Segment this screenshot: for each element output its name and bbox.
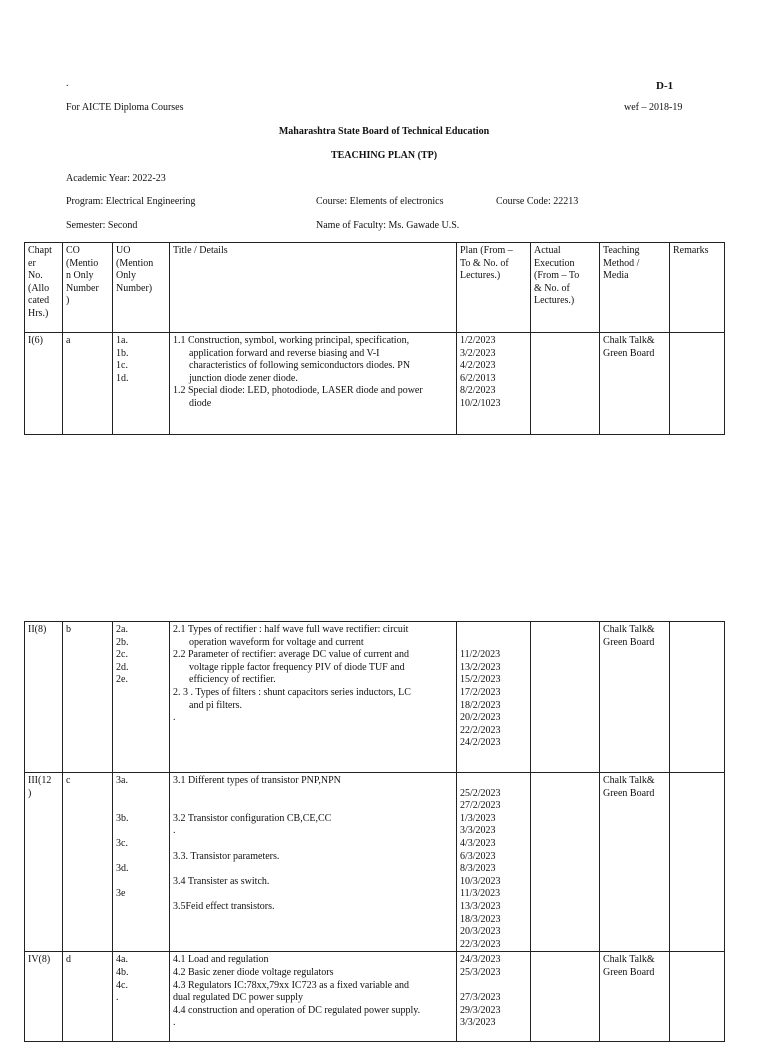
- co-cell: c: [63, 773, 113, 952]
- actual-cell: [531, 333, 600, 435]
- chapter-cell: IV(8): [25, 952, 63, 1042]
- program: Program: Electrical Engineering: [66, 196, 196, 207]
- details-cell: 3.1 Different types of transistor PNP,NPN 3.2 Transistor configuration CB,CE,CC . 3.3. Transistor parameters. 3.4 Transister as switch. 3.5Feid effect transistors.: [170, 773, 457, 952]
- remarks-cell: [670, 333, 725, 435]
- plan-cell: 25/2/2023 27/2/2023 1/3/2023 3/3/2023 4/3/2023 6/3/2023 8/3/2023 10/3/2023 11/3/2023 13/3/2023 18/3/2023 20/3/2023 22/3/2023: [457, 773, 531, 952]
- actual-cell: [531, 622, 600, 773]
- col-uo: UO (Mention Only Number): [113, 243, 170, 333]
- aicte-note: For AICTE Diploma Courses: [66, 102, 184, 113]
- col-co: CO (Mentio n Only Number ): [63, 243, 113, 333]
- chapter-cell: III(12 ): [25, 773, 63, 952]
- details-cell: 2.1 Types of rectifier : half wave full wave rectifier: circuit operation waveform for voltage and current 2.2 Parameter of rectifier: average DC value of current and voltage ripple factor frequency PIV of diode TUF and efficiency of rectifier. 2. 3 . Types of filters : shunt capacitors series inductors, LC and pi filters. .: [170, 622, 457, 773]
- teaching-plan-table-1: [24, 242, 725, 435]
- teaching-plan-table-2: [24, 621, 725, 1042]
- plan-cell: 1/2/2023 3/2/2023 4/2/2023 6/2/2013 8/2/2023 10/2/1023: [457, 333, 531, 435]
- co-cell: a: [63, 333, 113, 435]
- board-name: Maharashtra State Board of Technical Education: [278, 126, 490, 137]
- plan-cell: 24/3/2023 25/3/2023 27/3/2023 29/3/2023 3/3/2023: [457, 952, 531, 1042]
- uo-cell: 3a. 3b. 3c. 3d. 3e: [113, 773, 170, 952]
- col-method: Teaching Method / Media: [600, 243, 670, 333]
- course-code: Course Code: 22213: [496, 196, 579, 207]
- actual-cell: [531, 952, 600, 1042]
- method-cell: Chalk Talk& Green Board: [600, 622, 670, 773]
- method-cell: Chalk Talk& Green Board: [600, 773, 670, 952]
- details-cell: 1.1 Construction, symbol, working principal, specification, application forward and reverse biasing and V-I characteristics of following semiconductors diodes. PN junction diode zener diode. 1.2 Special diode: LED, photodiode, LASER diode and power diode: [170, 333, 457, 435]
- document-id: D-1: [656, 80, 674, 92]
- remarks-cell: [670, 952, 725, 1042]
- wef-note: wef – 2018-19: [624, 102, 683, 113]
- course-name: Course: Elements of electronics: [316, 196, 444, 207]
- semester: Semester: Second: [66, 220, 138, 231]
- remarks-cell: [670, 773, 725, 952]
- table-row: [25, 952, 725, 1042]
- faculty-name: Name of Faculty: Ms. Gawade U.S.: [316, 220, 460, 231]
- method-cell: Chalk Talk& Green Board: [600, 333, 670, 435]
- uo-cell: 2a. 2b. 2c. 2d. 2e.: [113, 622, 170, 773]
- chapter-cell: I(6): [25, 333, 63, 435]
- method-cell: Chalk Talk& Green Board: [600, 952, 670, 1042]
- col-remarks: Remarks: [670, 243, 725, 333]
- academic-year: Academic Year: 2022-23: [66, 173, 166, 184]
- table-row: [25, 622, 725, 773]
- actual-cell: [531, 773, 600, 952]
- table-row: [25, 773, 725, 952]
- plan-cell: 11/2/2023 13/2/2023 15/2/2023 17/2/2023 18/2/2023 20/2/2023 22/2/2023 24/2/2023: [457, 622, 531, 773]
- page-title: TEACHING PLAN (TP): [330, 150, 438, 161]
- chapter-cell: II(8): [25, 622, 63, 773]
- header-dot: .: [66, 78, 69, 89]
- header-row: [25, 243, 725, 333]
- col-chapter: Chapt er No. (Allo cated Hrs.): [25, 243, 63, 333]
- uo-cell: 4a. 4b. 4c. .: [113, 952, 170, 1042]
- table-row: [25, 333, 725, 435]
- remarks-cell: [670, 622, 725, 773]
- co-cell: d: [63, 952, 113, 1042]
- details-cell: 4.1 Load and regulation 4.2 Basic zener diode voltage regulators 4.3 Regulators IC:78xx,79xx IC723 as a fixed variable and dual regulated DC power supply 4.4 construction and operation of DC regulated power supply. .: [170, 952, 457, 1042]
- co-cell: b: [63, 622, 113, 773]
- col-title: Title / Details: [170, 243, 457, 333]
- col-plan: Plan (From – To & No. of Lectures.): [457, 243, 531, 333]
- uo-cell: 1a. 1b. 1c. 1d.: [113, 333, 170, 435]
- col-actual: Actual Execution (From – To & No. of Lectures.): [531, 243, 600, 333]
